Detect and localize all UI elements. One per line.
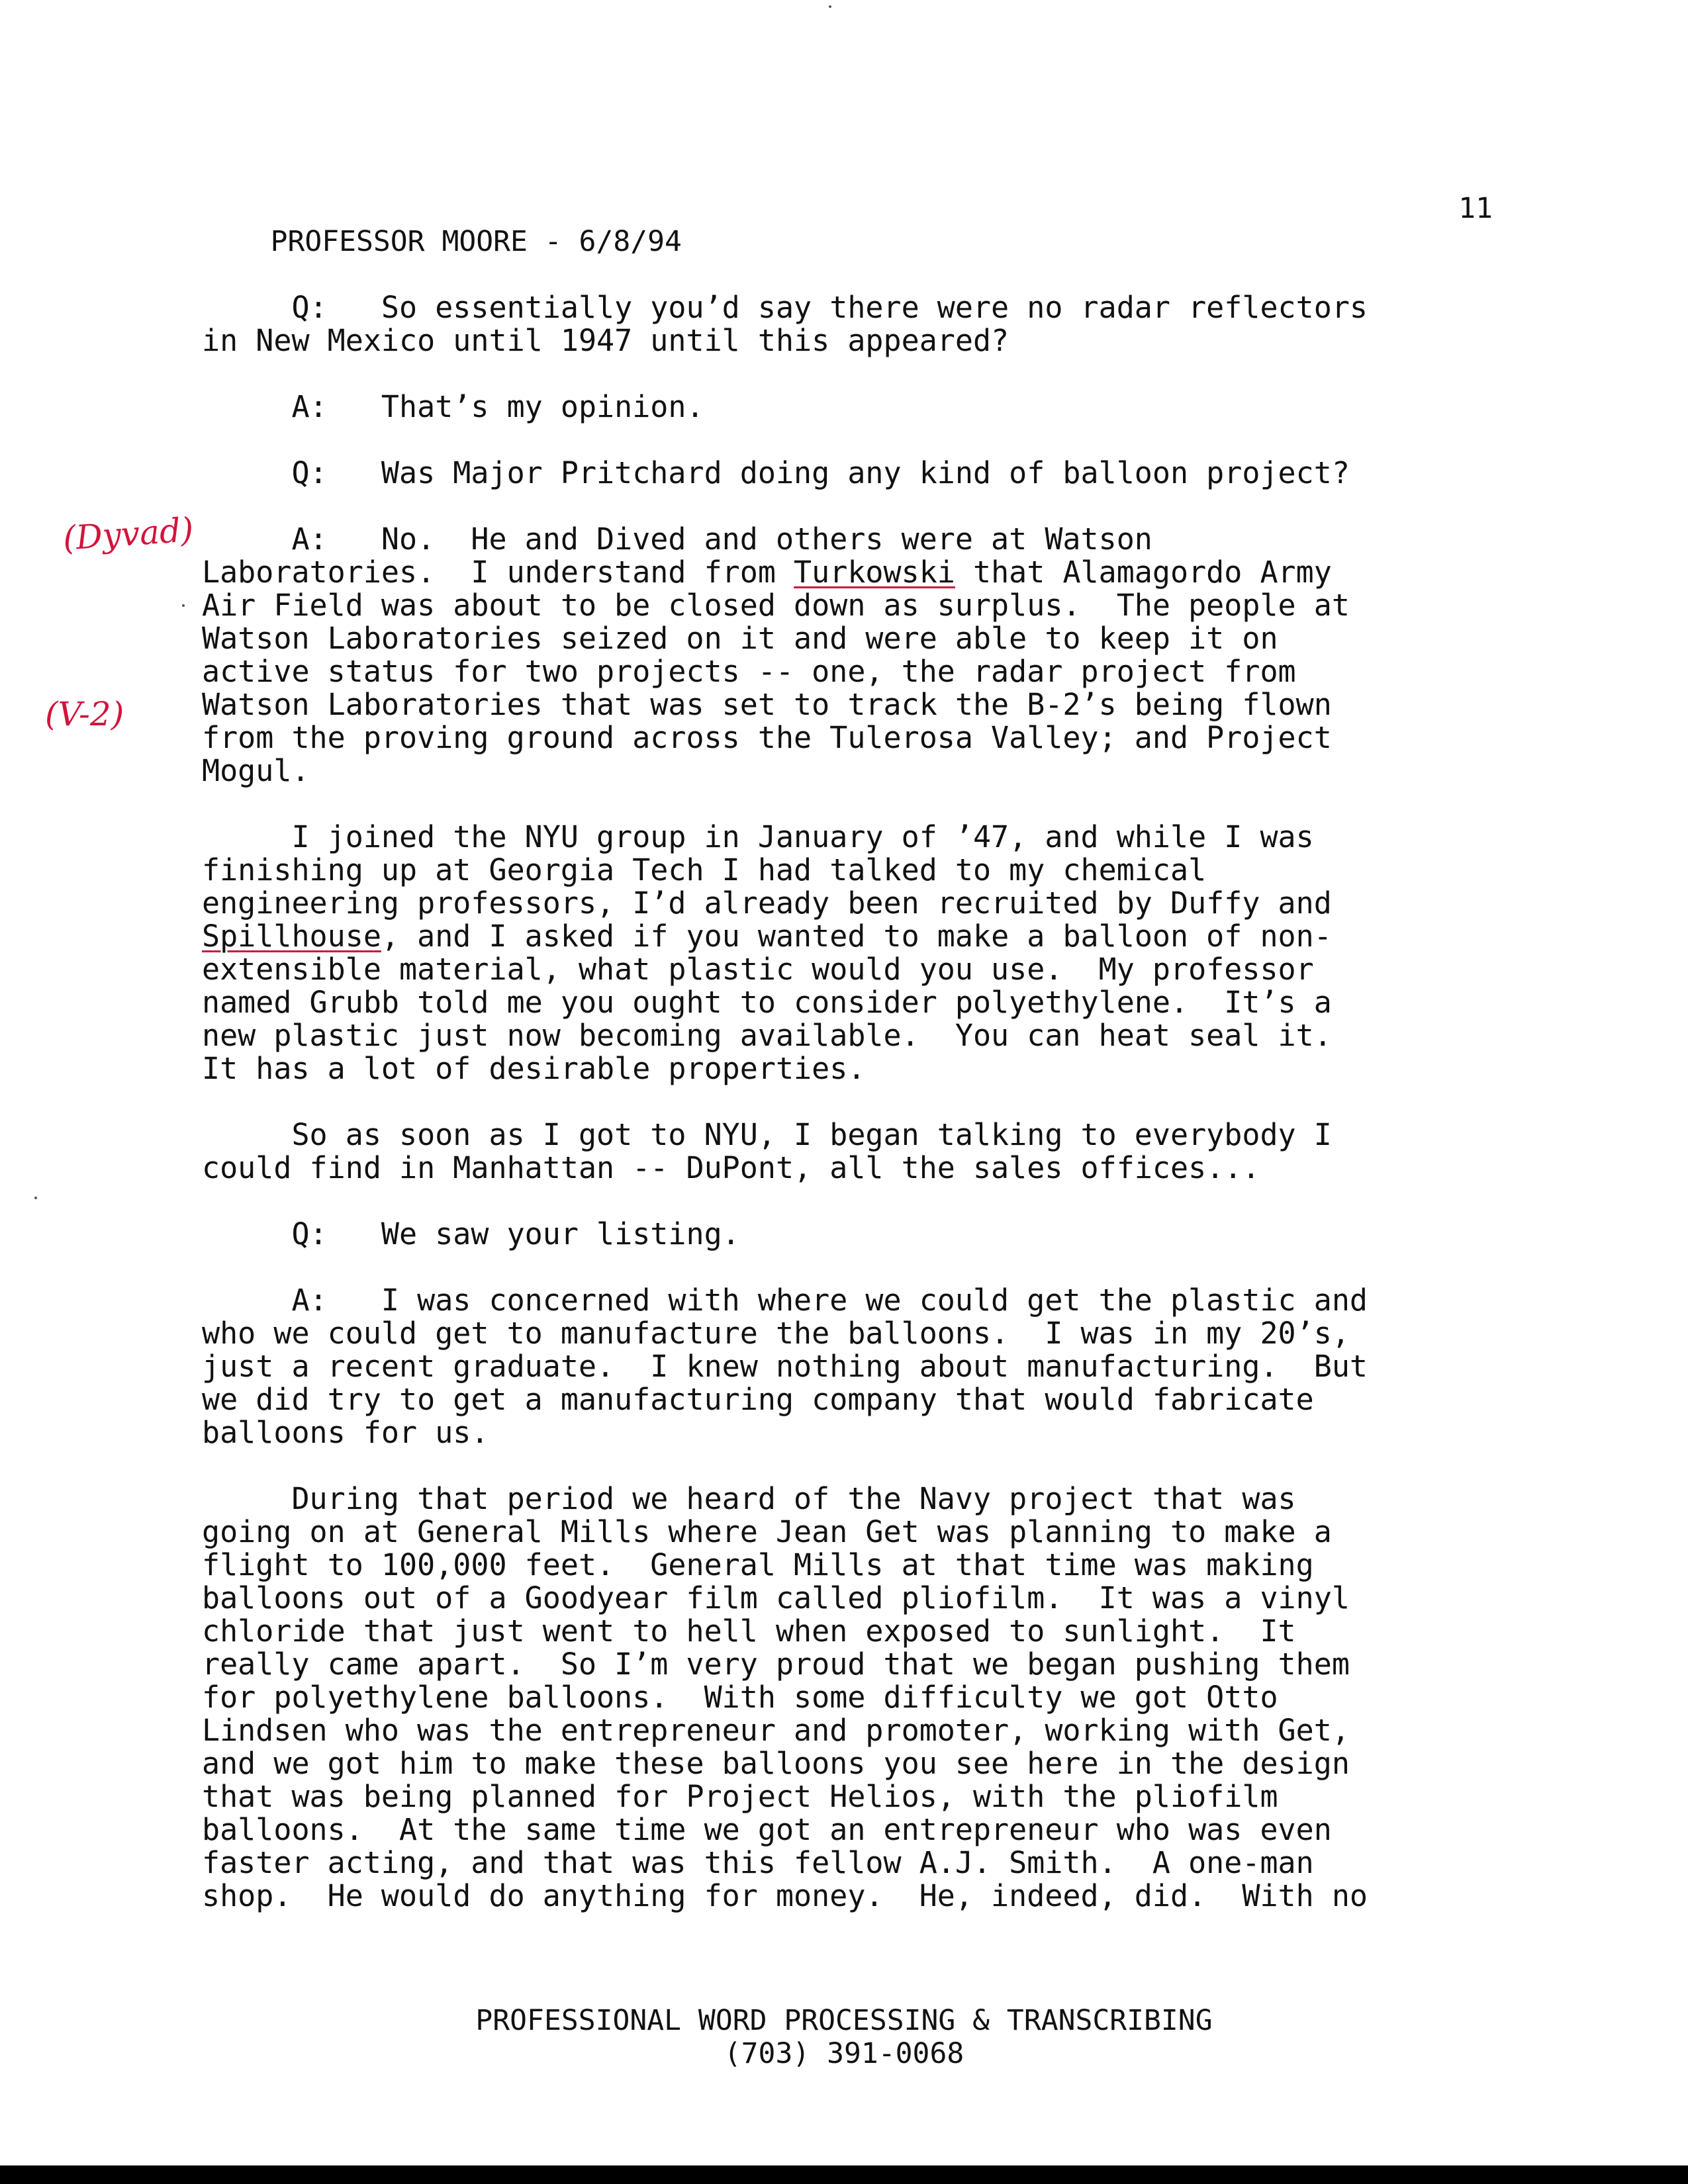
handwritten-annotation-v2: (V-2) (45, 695, 124, 733)
paragraph-a3 (202, 1284, 1509, 1449)
text-line (202, 556, 1509, 589)
page-number: 11 (1458, 192, 1493, 225)
text-line: Mogul. (202, 753, 310, 788)
text-line: finishing up at Georgia Tech I had talked to my chemical (202, 852, 1207, 887)
text-line: Q: So essentially you’d say there were no radar reflectors (202, 290, 1368, 325)
scan-speck (182, 604, 185, 607)
text-line: named Grubb told me you ought to consider polyethylene. It’s a (202, 985, 1332, 1020)
text-line: Q: We saw your listing. (202, 1216, 740, 1251)
text-line: could find in Manhattan -- DuPont, all the sales offices... (202, 1150, 1260, 1185)
paragraph-q3 (202, 1218, 1509, 1251)
text-segment: that Alamagordo Army (955, 555, 1332, 590)
text-segment: , and I asked if you wanted to make a balloon of non- (381, 919, 1332, 954)
text-line: from the proving ground across the Tulerosa Valley; and Project (202, 720, 1332, 755)
paragraph-q2 (202, 457, 1509, 490)
handwritten-annotation-dyvad: (Dyvad) (62, 510, 195, 558)
text-line: in New Mexico until 1947 until this appeared? (202, 323, 1009, 358)
underlined-name-turkowski: Turkowski (794, 555, 955, 590)
scan-speck (34, 1197, 37, 1199)
text-line: engineering professors, I’d already been recruited by Duffy and (202, 886, 1332, 921)
text-line: faster acting, and that was this fellow A.J. Smith. A one-man (202, 1845, 1314, 1880)
text-line: flight to 100,000 feet. General Mills at that time was making (202, 1547, 1314, 1582)
text-line: It has a lot of desirable properties. (202, 1051, 866, 1086)
text-line: going on at General Mills where Jean Get was planning to make a (202, 1514, 1332, 1549)
footer-company: PROFESSIONAL WORD PROCESSING & TRANSCRIBING (475, 2004, 1213, 2037)
text-line: Lindsen who was the entrepreneur and promoter, working with Get, (202, 1713, 1350, 1748)
paragraph-manhattan (202, 1118, 1509, 1185)
text-line: that was being planned for Project Helios, with the pliofilm (202, 1779, 1278, 1814)
text-line: who we could get to manufacture the balloons. I was in my 20’s, (202, 1316, 1350, 1351)
text-line: During that period we heard of the Navy project that was (202, 1481, 1296, 1516)
text-line: new plastic just now becoming available. You can heat seal it. (202, 1018, 1332, 1053)
paragraph-a1 (202, 390, 1509, 424)
text-line: Q: Was Major Pritchard doing any kind of balloon project? (202, 455, 1350, 490)
text-line: just a recent graduate. I knew nothing about manufacturing. But (202, 1349, 1368, 1384)
page-footer (0, 2004, 1688, 2070)
text-line: A: No. He and Dived and others were at Watson (202, 522, 1152, 557)
text-line: balloons. At the same time we got an entrepreneur who was even (202, 1812, 1332, 1847)
transcript-body (202, 291, 1509, 1946)
text-line: Watson Laboratories that was set to track the B-2’s being flown (202, 687, 1332, 722)
text-line: active status for two projects -- one, the radar project from (202, 654, 1296, 689)
footer-phone: (703) 391-0068 (724, 2037, 964, 2070)
text-line: really came apart. So I’m very proud that we began pushing them (202, 1647, 1350, 1682)
underlined-name-spillhouse: Spillhouse (202, 919, 381, 954)
paragraph-a2 (202, 523, 1509, 788)
text-line: chloride that just went to hell when exposed to sunlight. It (202, 1614, 1296, 1649)
text-line: and we got him to make these balloons you see here in the design (202, 1746, 1350, 1781)
text-line: extensible material, what plastic would you use. My professor (202, 952, 1314, 987)
text-line: balloons out of a Goodyear film called pliofilm. It was a vinyl (202, 1580, 1350, 1615)
text-line (202, 920, 1509, 953)
text-line: we did try to get a manufacturing company that would fabricate (202, 1382, 1314, 1417)
text-line: shop. He would do anything for money. He, indeed, did. With no (202, 1878, 1368, 1913)
scan-border-bottom (0, 2165, 1688, 2184)
text-line: Watson Laboratories seized on it and were able to keep it on (202, 621, 1278, 656)
text-line: balloons for us. (202, 1415, 489, 1450)
paragraph-general-mills (202, 1482, 1509, 1913)
text-line: A: I was concerned with where we could get the plastic and (202, 1283, 1368, 1318)
text-line: A: That’s my opinion. (202, 389, 704, 424)
text-line: for polyethylene balloons. With some difficulty we got Otto (202, 1680, 1278, 1715)
header-title: PROFESSOR MOORE - 6/8/94 (270, 225, 682, 258)
paragraph-q1 (202, 291, 1509, 357)
text-line: I joined the NYU group in January of ’47, and while I was (202, 819, 1314, 854)
text-line: Air Field was about to be closed down as surplus. The people at (202, 588, 1350, 623)
text-line: So as soon as I got to NYU, I began talking to everybody I (202, 1117, 1332, 1152)
scan-speck (829, 5, 831, 8)
text-segment: Laboratories. I understand from (202, 555, 794, 590)
paragraph-nyu (202, 821, 1509, 1085)
